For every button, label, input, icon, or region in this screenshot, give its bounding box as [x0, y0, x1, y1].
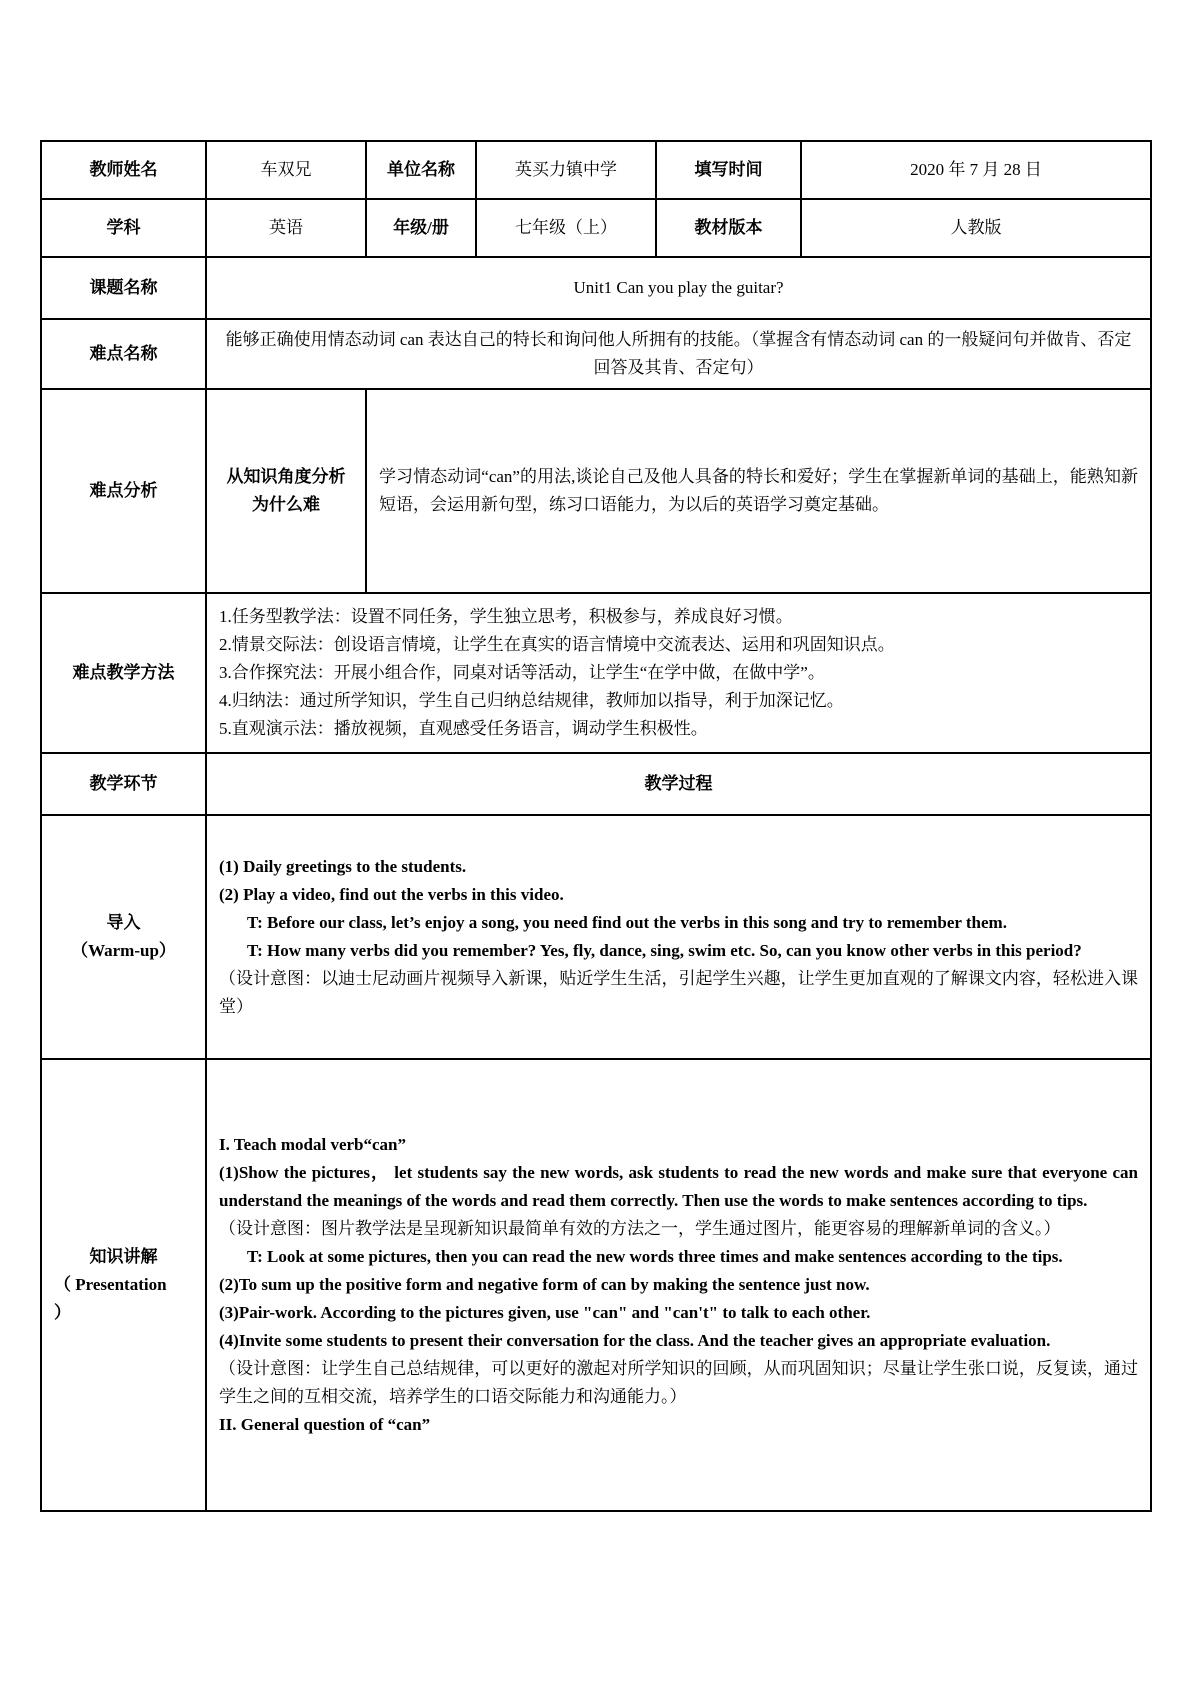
subject-label: 学科	[41, 199, 206, 257]
teaching-methods-row	[41, 593, 1151, 753]
presentation-label-cn: 知识讲解	[89, 1246, 158, 1266]
subject-value: 英语	[206, 199, 366, 257]
fill-date-label: 填写时间	[656, 141, 801, 199]
presentation-label-en: （ Presentation	[54, 1274, 167, 1294]
warmup-design-intent: （设计意图：以迪士尼动画片视频导入新课，贴近学生生活，引起学生兴趣，让学生更加直观的了解课文内容，轻松进入课堂）	[219, 969, 1138, 1017]
difficulty-analysis-content	[366, 389, 1151, 593]
school-value: 英买力镇中学	[476, 141, 656, 199]
process-title: 教学过程	[206, 753, 1151, 815]
teaching-methods-label: 难点教学方法	[41, 593, 206, 753]
warmup-line: (1) Daily greetings to the students.	[219, 856, 467, 876]
difficulty-analysis-text: 学习情态动词“can”的用法,谈论自己及他人具备的特长和爱好；学生在掌握新单词的基础上，能熟知新短语，会运用新句型，练习口语能力，为以后的英语学习奠定基础。	[379, 466, 1138, 514]
presentation-line: I. Teach modal verb“can”	[219, 1134, 407, 1154]
presentation-line: (3)Pair-work. According to the pictures given, use "can" and "can't" to talk to each other.	[219, 1303, 871, 1323]
warmup-label	[41, 815, 206, 1059]
info-row-2	[41, 199, 1151, 257]
difficulty-analysis-label: 难点分析	[41, 389, 206, 593]
presentation-row	[41, 1059, 1151, 1511]
stage-label: 教学环节	[41, 753, 206, 815]
method-line: 2.情景交际法：创设语言情境，让学生在真实的语言情境中交流表达、运用和巩固知识点。	[219, 634, 895, 654]
warmup-content	[206, 815, 1151, 1059]
presentation-line: (4)Invite some students to present their conversation for the class. And the teacher gives an appropriate evaluation.	[219, 1331, 1051, 1351]
fill-date-value: 2020 年 7 月 28 日	[801, 141, 1151, 199]
difficulty-name-row	[41, 319, 1151, 389]
presentation-line: (2)To sum up the positive form and negative form of can by making the sentence just now.	[219, 1274, 870, 1294]
warmup-line: T: How many verbs did you remember? Yes, fly, dance, sing, swim etc. So, can you know other verbs in this period?	[247, 941, 1082, 960]
difficulty-name-value	[206, 319, 1151, 389]
method-line: 3.合作探究法：开展小组合作，同桌对话等活动，让学生“在学中做，在做中学”。	[219, 662, 825, 682]
presentation-line: T: Look at some pictures, then you can read the new words three times and make sentences according to the tips.	[247, 1246, 1063, 1266]
teacher-name-value: 车双兄	[206, 141, 366, 199]
topic-row	[41, 257, 1151, 319]
edition-label: 教材版本	[656, 199, 801, 257]
lesson-plan-table	[40, 140, 1152, 1512]
difficulty-name-label: 难点名称	[41, 319, 206, 389]
difficulty-analysis-row	[41, 389, 1151, 593]
stage-row	[41, 753, 1151, 815]
presentation-design-intent: （设计意图：图片教学法是呈现新知识最简单有效的方法之一，学生通过图片，能更容易的理解新单词的含义。）	[219, 1218, 1061, 1238]
presentation-line: (1)Show the pictures， let students say the new words, ask students to read the new words and make sure that everyone can understand the meanings of the words and read them correctly. Then use the words to make sentences according to tips.	[219, 1162, 1138, 1210]
topic-label: 课题名称	[41, 257, 206, 319]
presentation-label	[41, 1059, 206, 1511]
teacher-name-label: 教师姓名	[41, 141, 206, 199]
grade-value: 七年级（上）	[476, 199, 656, 257]
teaching-methods-content	[206, 593, 1151, 753]
topic-value: Unit1 Can you play the guitar?	[206, 257, 1151, 319]
warmup-row	[41, 815, 1151, 1059]
school-label: 单位名称	[366, 141, 476, 199]
edition-value: 人教版	[801, 199, 1151, 257]
method-line: 4.归纳法：通过所学知识，学生自己归纳总结规律，教师加以指导，利于加深记忆。	[219, 691, 844, 711]
method-line: 5.直观演示法：播放视频，直观感受任务语言，调动学生积极性。	[219, 719, 708, 739]
warmup-label-cn: 导入	[106, 912, 141, 932]
warmup-line: T: Before our class, let’s enjoy a song, you need find out the verbs in this song and try to remember them.	[247, 912, 1007, 932]
presentation-label-close: ）	[54, 1303, 71, 1323]
grade-label: 年级/册	[366, 199, 476, 257]
warmup-line: (2) Play a video, find out the verbs in this video.	[219, 884, 564, 904]
method-line: 1.任务型教学法：设置不同任务，学生独立思考，积极参与，养成良好习惯。	[219, 606, 793, 626]
warmup-label-en: （Warm-up）	[71, 941, 176, 960]
difficulty-analysis-angle-label: 从知识角度分析为什么难	[206, 389, 366, 593]
presentation-content	[206, 1059, 1151, 1511]
difficulty-name-text: 能够正确使用情态动词 can 表达自己的特长和询问他人所拥有的技能。（掌握含有情态动词 can 的一般疑问句并做肯、否定回答及其肯、否定句）	[225, 329, 1132, 377]
presentation-line: II. General question of “can”	[219, 1415, 431, 1435]
presentation-design-intent: （设计意图：让学生自己总结规律，可以更好的激起对所学知识的回顾，从而巩固知识；尽量让学生张口说，反复读，通过学生之间的互相交流，培养学生的口语交际能力和沟通能力。）	[219, 1359, 1138, 1407]
info-row-1	[41, 141, 1151, 199]
